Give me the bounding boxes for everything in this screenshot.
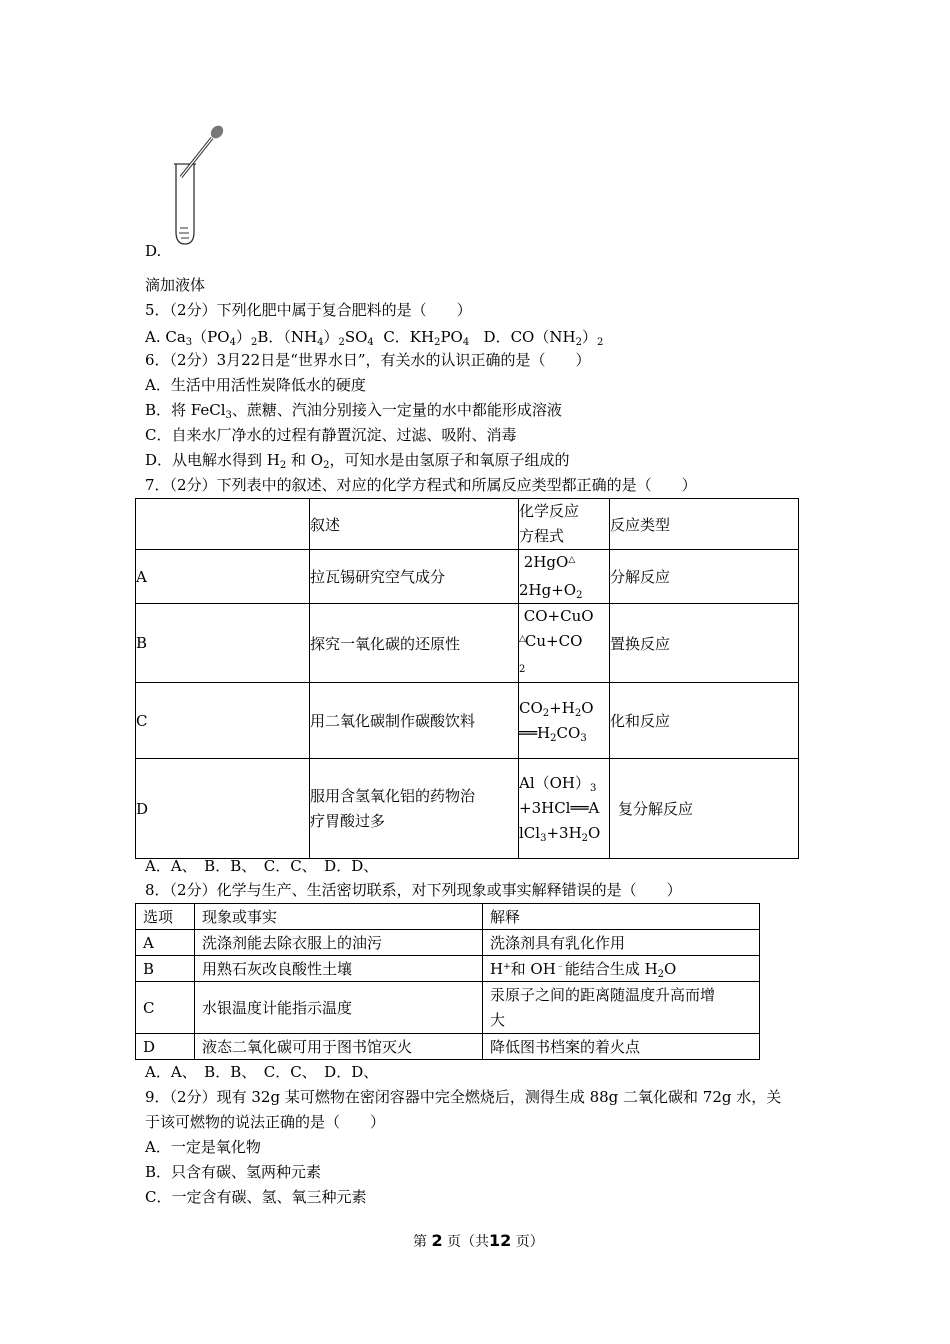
page-number: 2 <box>431 1231 443 1250</box>
table-row <box>136 904 760 930</box>
q8-explain-b: H+和 OH﹣能结合生成 $H_2O$ <box>483 956 760 982</box>
q6-option-d: D．从电解水得到 $H_2$ 和 $O_2$，可知水是由氢原子和氧原子组成的 <box>145 451 570 471</box>
q7-table <box>135 498 799 859</box>
table-row <box>136 683 799 759</box>
q4-option-d-label: D. <box>145 242 162 260</box>
q4-option-d-caption: 滴加液体 <box>145 276 206 294</box>
q8-fact-c: 水银温度计能指示温度 <box>195 982 483 1034</box>
q6-option-c: C．自来水厂净水的过程有静置沉淀、过滤、吸附、消毒 <box>145 426 517 444</box>
q7-equation-b: CO+CuO △Cu+CO 2 <box>519 604 610 683</box>
q7-equation-d: $Al(OH)_3$ +3HCl══A $lCl_3+3H_2O$ <box>519 759 610 859</box>
q5-option-c: C．$KH_2PO_4$ <box>383 328 470 348</box>
table-row <box>136 604 799 683</box>
q7-option-c: C <box>136 683 310 759</box>
q9-option-b: B．只含有碳、氢两种元素 <box>145 1163 322 1181</box>
q8-header-option: 选项 <box>136 904 195 930</box>
table-row <box>136 930 760 956</box>
q7-stem: 7．（2分）下列表中的叙述、对应的化学方程式和所属反应类型都正确的是（ ） <box>145 476 697 494</box>
q7-desc-b: 探究一氧化碳的还原性 <box>310 604 519 683</box>
q5-option-a: A. $Ca_3(PO_4)_2$ <box>145 328 258 348</box>
q7-header-type: 反应类型 <box>610 499 799 550</box>
q9-option-c: C．一定含有碳、氢、氧三种元素 <box>145 1188 367 1206</box>
q5-option-b: B．$(NH_4)_2SO_4$ <box>257 328 374 348</box>
table-row <box>136 1034 760 1060</box>
table-row <box>136 956 760 982</box>
q8-fact-d: 液态二氧化碳可用于图书馆灭火 <box>195 1034 483 1060</box>
q9-stem-line2: 于该可燃物的说法正确的是（ ） <box>145 1113 386 1131</box>
table-row <box>136 550 799 604</box>
q8-option-c: C <box>136 982 195 1034</box>
q7-option-b: B <box>136 604 310 683</box>
q7-type-c: 化和反应 <box>610 683 799 759</box>
dropper-test-tube-figure <box>168 120 230 250</box>
q7-desc-c: 用二氧化碳制作碳酸饮料 <box>310 683 519 759</box>
q7-header-desc: 叙述 <box>310 499 519 550</box>
q7-header-equation: 化学反应 方程式 <box>519 499 610 550</box>
q8-table <box>135 903 760 1060</box>
q5-options <box>145 328 604 348</box>
q8-option-b: B <box>136 956 195 982</box>
q7-equation-c: $CO_2+H_2O$ $══H_2CO_3$ <box>519 683 610 759</box>
page-total: 12 <box>489 1231 512 1250</box>
q8-header-fact: 现象或事实 <box>195 904 483 930</box>
q7-equation-a: 2HgO△ $2Hg+O_2$ <box>519 550 610 604</box>
q5-stem: 5．（2分）下列化肥中属于复合肥料的是（ ） <box>145 301 472 319</box>
q8-fact-a: 洗涤剂能去除衣服上的油污 <box>195 930 483 956</box>
q6-option-a: A．生活中用活性炭降低水的硬度 <box>145 376 366 394</box>
table-row <box>136 499 799 550</box>
q5-option-d: D．$CO(NH_2)_2$ <box>483 328 604 348</box>
table-row <box>136 982 760 1034</box>
q7-desc-d: 服用含氢氧化铝的药物治 疗胃酸过多 <box>310 759 519 859</box>
page-footer: 第 2 页（共12 页） <box>413 1231 544 1250</box>
q9-option-a: A．一定是氧化物 <box>145 1138 261 1156</box>
q7-type-b: 置换反应 <box>610 604 799 683</box>
q8-explain-a: 洗涤剂具有乳化作用 <box>483 930 760 956</box>
q8-explain-c: 汞原子之间的距离随温度升高而增 大 <box>483 982 760 1034</box>
q8-stem: 8．（2分）化学与生产、生活密切联系，对下列现象或事实解释错误的是（ ） <box>145 881 682 899</box>
q8-option-d: D <box>136 1034 195 1060</box>
q6-option-b: B．将 FeCl$_3$、蔗糖、汽油分别接入一定量的水中都能形成溶液 <box>145 401 562 421</box>
q7-option-a: A <box>136 550 310 604</box>
q8-header-explain: 解释 <box>483 904 760 930</box>
q7-option-d: D <box>136 759 310 859</box>
q9-stem-line1: 9．（2分）现有 32g 某可燃物在密闭容器中完全燃烧后，测得生成 88g 二氧化碳和 72g 水，关 <box>145 1088 782 1106</box>
q8-answers: A．A、 B．B、 C．C、 D．D、 <box>145 1063 379 1081</box>
q7-type-d: 复分解反应 <box>610 759 799 859</box>
q8-explain-d: 降低图书档案的着火点 <box>483 1034 760 1060</box>
q7-desc-a: 拉瓦锡研究空气成分 <box>310 550 519 604</box>
q7-answers: A．A、 B．B、 C．C、 D．D、 <box>145 857 379 875</box>
q7-type-a: 分解反应 <box>610 550 799 604</box>
q8-fact-b: 用熟石灰改良酸性土壤 <box>195 956 483 982</box>
q8-option-a: A <box>136 930 195 956</box>
table-row <box>136 759 799 859</box>
q6-stem: 6．（2分）3月22日是“世界水日”，有关水的认识正确的是（ ） <box>145 351 591 369</box>
